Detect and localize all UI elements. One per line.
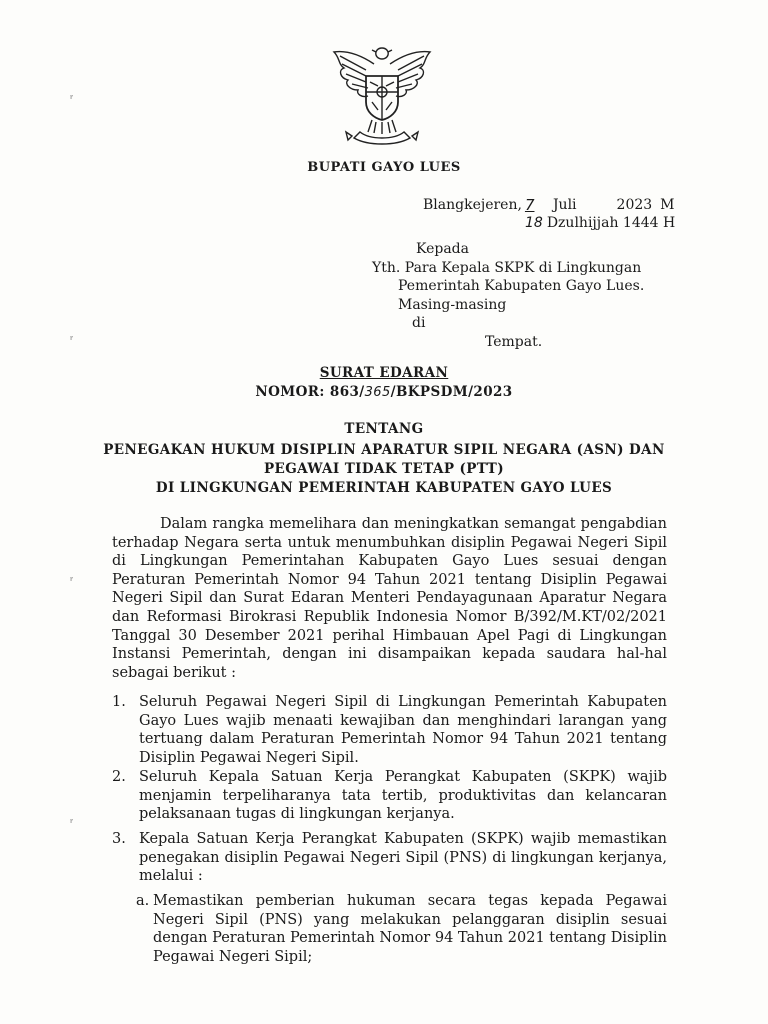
list-item-number: 3.: [112, 831, 126, 847]
letter-number: [0, 384, 768, 400]
date-year: 2023: [616, 197, 653, 213]
sub-list-item-text: Memastikan pemberian hukuman secara tegas kepada Pegawai Negeri Sipil (PNS) yang melakukan pelanggaran disiplin sesuai dengan Peraturan Pemerintah Nomor 94 Tahun 2021 tentang Disiplin Pegawai Negeri Sipil;: [153, 893, 667, 965]
date-day-handwritten: 7: [524, 196, 535, 214]
body-intro: [112, 515, 667, 682]
date-m-suffix: M: [660, 197, 675, 213]
date-block: [423, 197, 675, 232]
list-item-number: 2.: [112, 769, 126, 785]
list-item-text: Seluruh Kepala Satuan Kerja Perangkat Kabupaten (SKPK) wajib menjamin terpeliharanya tata tertib, produktivitas dan kelancaran pelaksanaan tugas di lingkungan kerjanya.: [139, 769, 667, 823]
garuda-emblem-icon: [326, 40, 438, 148]
regent-title: BUPATI GAYO LUES: [307, 160, 461, 175]
margin-mark: ʳ: [70, 335, 74, 346]
date-place: Blangkejeren,: [423, 197, 522, 213]
date-month: Juli: [552, 197, 577, 213]
address-kepada: Kepada: [416, 241, 469, 257]
sub-list-item: [136, 892, 667, 966]
list-item-text: Kepala Satuan Kerja Perangkat Kabupaten (SKPK) wajib memastikan penegakan disiplin Pegawai Negeri Sipil (PNS) di lingkungan kerjanya, melalui :: [139, 831, 667, 885]
letter-number-handwritten: 365: [364, 385, 391, 400]
list-item-number: 1.: [112, 694, 126, 710]
hijri-rest: Dzulhijjah 1444 H: [546, 215, 676, 231]
address-recipient: Para Kepala SKPK di Lingkungan: [404, 259, 642, 276]
letter-number-suffix: /BKPSDM/2023: [390, 384, 513, 400]
body-intro-paragraph: Dalam rangka memelihara dan meningkatkan semangat pengabdian terhadap Negara serta untuk menumbuhkan disiplin Pegawai Negeri Sipil di Lingkungan Pemerintahan Kabupaten Gayo Lues sesuai dengan Peraturan Pemerintah Nomor 94 Tahun 2021 tentang Disiplin Pegawai Negeri Sipil dan Surat Edaran Menteri Pendayagunaan Aparatur Negara dan Reformasi Birokrasi Republik Indonesia Nomor B/392/M.KT/02/2021 Tanggal 30 Desember 2021 perihal Himbauan Apel Pagi di Lingkungan Instansi Pemerintah, dengan ini disampaikan kepada saudara hal-hal sebagai berikut :: [112, 516, 667, 681]
letter-type: SURAT EDARAN: [319, 365, 449, 381]
hijri-day-handwritten: 18: [525, 215, 543, 231]
sub-list-item-letter: a.: [136, 893, 150, 909]
address-line-5: Tempat.: [485, 333, 543, 350]
letter-subject-line-3: DI LINGKUNGAN PEMERINTAH KABUPATEN GAYO LUES: [155, 480, 613, 496]
letter-number-prefix: NOMOR: 863/: [255, 384, 365, 400]
margin-mark: ʳ: [70, 576, 74, 587]
margin-mark: ʳ: [70, 818, 74, 829]
address-line-2: Pemerintah Kabupaten Gayo Lues.: [398, 278, 645, 294]
letter-subject-line-2: PEGAWAI TIDAK TETAP (PTT): [263, 461, 505, 477]
address-line-1: [372, 259, 644, 278]
address-block: [372, 240, 644, 351]
hijri-date: [423, 215, 675, 232]
address-line-3: Masing-masing: [398, 296, 507, 313]
list-item: [112, 830, 667, 886]
list-item: [112, 693, 667, 767]
letter-subject-line-1: PENEGAKAN HUKUM DISIPLIN APARATUR SIPIL NEGARA (ASN) DAN: [103, 442, 665, 458]
margin-mark: ʳ: [70, 94, 74, 105]
letter-tentang: TENTANG: [344, 421, 424, 437]
address-yth: Yth.: [372, 259, 401, 276]
list-item-text: Seluruh Pegawai Negeri Sipil di Lingkungan Pemerintah Kabupaten Gayo Lues wajib menaati kewajiban dan menghindari larangan yang tertuang dalam Peraturan Pemerintah Nomor 94 Tahun 2021 tentang Disiplin Pegawai Negeri Sipil.: [139, 694, 667, 766]
list-item: [112, 768, 667, 824]
address-line-4: di: [412, 315, 426, 331]
gregorian-date: [423, 197, 675, 214]
